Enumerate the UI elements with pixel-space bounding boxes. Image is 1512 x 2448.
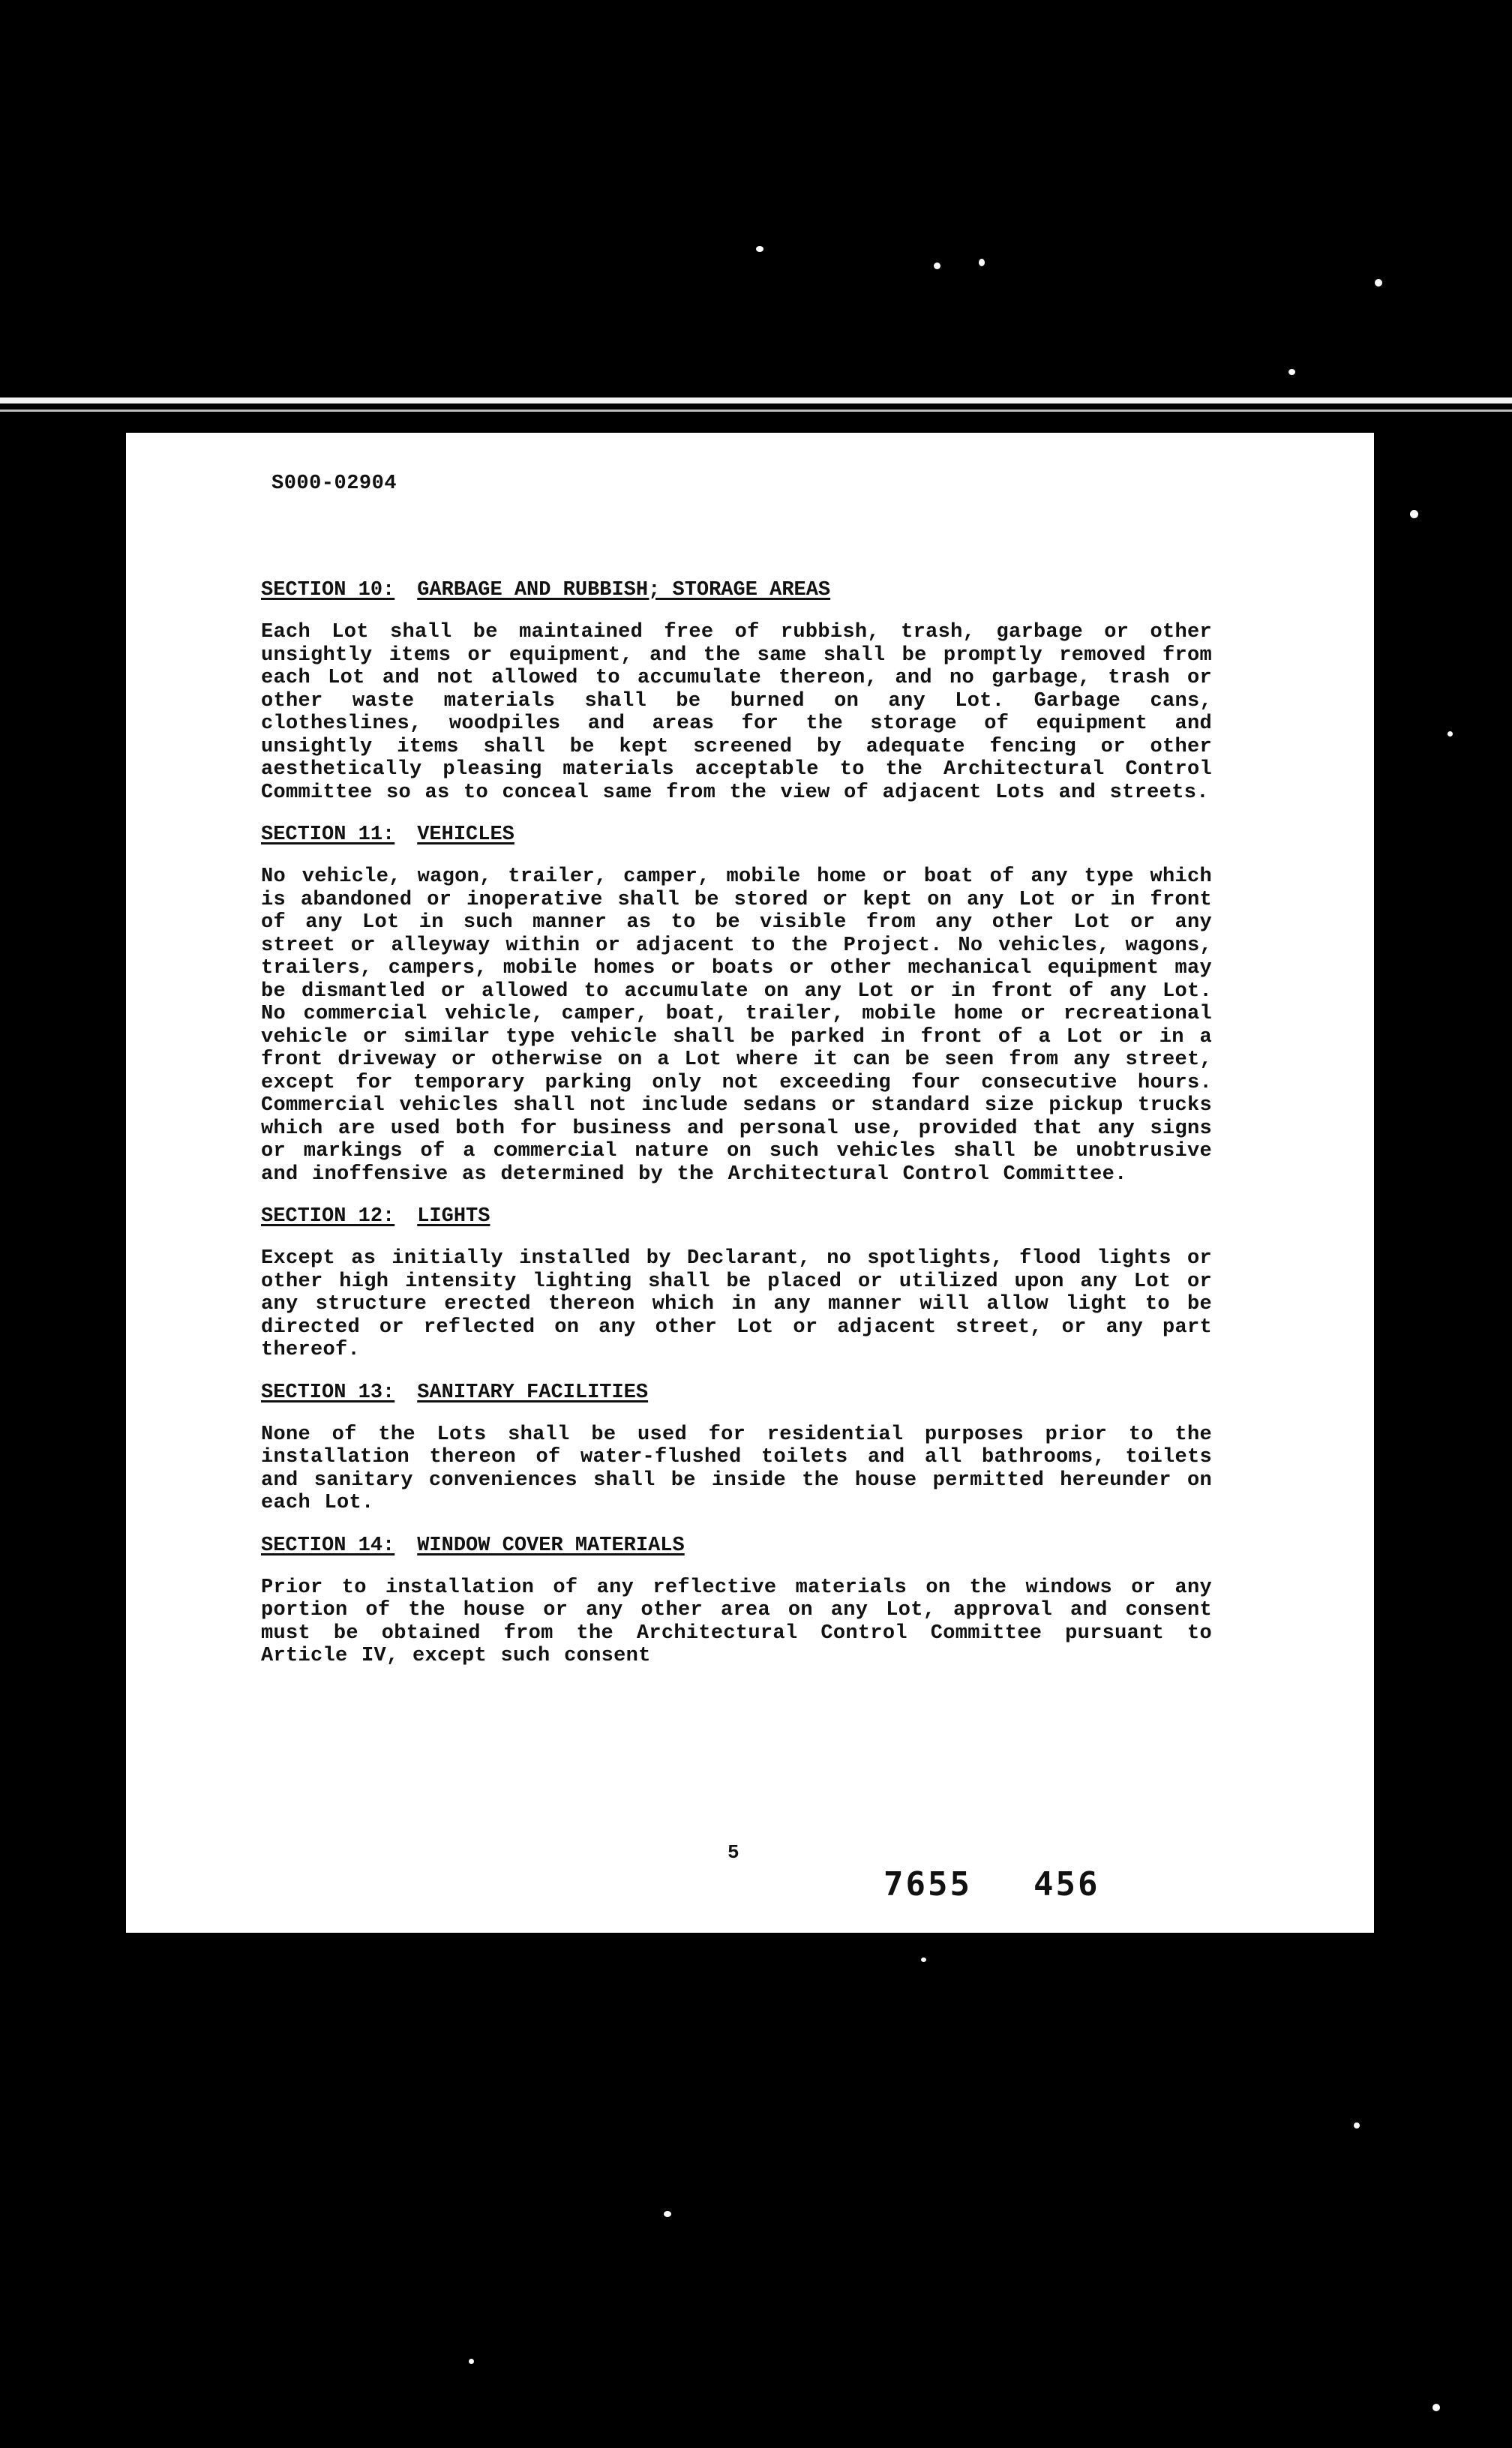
- section-11: [261, 824, 1212, 1186]
- section-heading: [261, 579, 1212, 602]
- document-body: [261, 579, 1212, 1688]
- scan-speck: [756, 246, 764, 252]
- section-10: [261, 579, 1212, 804]
- section-title: LIGHTS: [417, 1205, 490, 1228]
- section-heading: [261, 1382, 1212, 1404]
- section-13: [261, 1382, 1212, 1515]
- section-title: GARBAGE AND RUBBISH; STORAGE AREAS: [417, 579, 831, 602]
- scan-speck: [1410, 510, 1418, 518]
- section-paragraph: Except as initially installed by Declarant, no spotlights, flood lights or other high intensity lighting shall be placed or utilized upon any Lot or any structure erected thereon which in any manner will allow light to be directed or reflected on any other Lot or adjacent street, or any part thereof.: [261, 1247, 1212, 1361]
- section-number: SECTION 10:: [261, 579, 395, 602]
- section-number: SECTION 13:: [261, 1381, 395, 1404]
- recording-volume-stamp: 7655: [884, 1865, 972, 1904]
- recording-page-stamp: 456: [1034, 1865, 1100, 1904]
- section-12: [261, 1205, 1212, 1362]
- scan-speck: [921, 1958, 926, 1962]
- scanner-edge-line: [0, 410, 1512, 412]
- section-number: SECTION 11:: [261, 824, 395, 846]
- section-title: WINDOW COVER MATERIALS: [417, 1534, 685, 1557]
- document-page: [126, 433, 1374, 1933]
- section-paragraph: Each Lot shall be maintained free of rubbish, trash, garbage or other unsightly items or equipment, and the same shall be promptly removed from each Lot and not allowed to accumulate thereon, and no garbage, trash or other waste materials shall be burned on any Lot. Garbage cans, clotheslines, woodpiles and areas for the storage of equipment and unsightly items shall be kept screened by adequate fencing or other aesthetically pleasing materials acceptable to the Architectural Control Committee so as to conceal same from the view of adjacent Lots and streets.: [261, 621, 1212, 804]
- scan-speck: [979, 259, 985, 266]
- scan-speck: [469, 2359, 474, 2364]
- section-paragraph: None of the Lots shall be used for residential purposes prior to the installation thereon of water-flushed toilets and all bathrooms, toilets and sanitary conveniences shall be inside the house permitted hereunder on each Lot.: [261, 1423, 1212, 1514]
- scanner-edge-bar: [0, 398, 1512, 404]
- section-14: [261, 1534, 1212, 1668]
- scan-speck: [1375, 279, 1382, 286]
- section-title: VEHICLES: [417, 824, 514, 846]
- section-heading: [261, 1534, 1212, 1557]
- scan-speck: [934, 262, 940, 269]
- section-paragraph: No vehicle, wagon, trailer, camper, mobile home or boat of any type which is abandoned or inoperative shall be stored or kept on any Lot or in front of any Lot in such manner as to be visible from any other Lot or any street or alleyway within or adjacent to the Project. No vehicles, wagons, trailers, campers, mobile homes or boats or other mechanical equipment may be dismantled or allowed to accumulate on any Lot or in front of any Lot. No commercial vehicle, camper, boat, trailer, mobile home or recreational vehicle or similar type vehicle shall be parked in front of a Lot or in a front driveway or otherwise on a Lot where it can be seen from any street, except for temporary parking only not exceeding four consecutive hours. Commercial vehicles shall not include sedans or standard size pickup trucks which are used both for business and personal use, provided that any signs or markings of a commercial nature on such vehicles shall be unobtrusive and inoffensive as determined by the Architectural Control Committee.: [261, 866, 1212, 1186]
- section-heading: [261, 824, 1212, 846]
- scan-speck: [1288, 369, 1295, 375]
- scan-speck: [1448, 731, 1453, 736]
- scan-speck: [1354, 2122, 1360, 2128]
- section-paragraph: Prior to installation of any reflective materials on the windows or any portion of the house or any other area on any Lot, approval and consent must be obtained from the Architectural Control Committee pursuant to Article IV, except such consent: [261, 1576, 1212, 1667]
- document-id: S000-02904: [272, 472, 398, 495]
- section-number: SECTION 12:: [261, 1205, 395, 1228]
- scan-speck: [664, 2211, 671, 2217]
- section-heading: [261, 1205, 1212, 1228]
- scan-speck: [1432, 2404, 1440, 2411]
- section-title: SANITARY FACILITIES: [417, 1381, 649, 1404]
- section-number: SECTION 14:: [261, 1534, 395, 1557]
- page-number: 5: [728, 1841, 740, 1864]
